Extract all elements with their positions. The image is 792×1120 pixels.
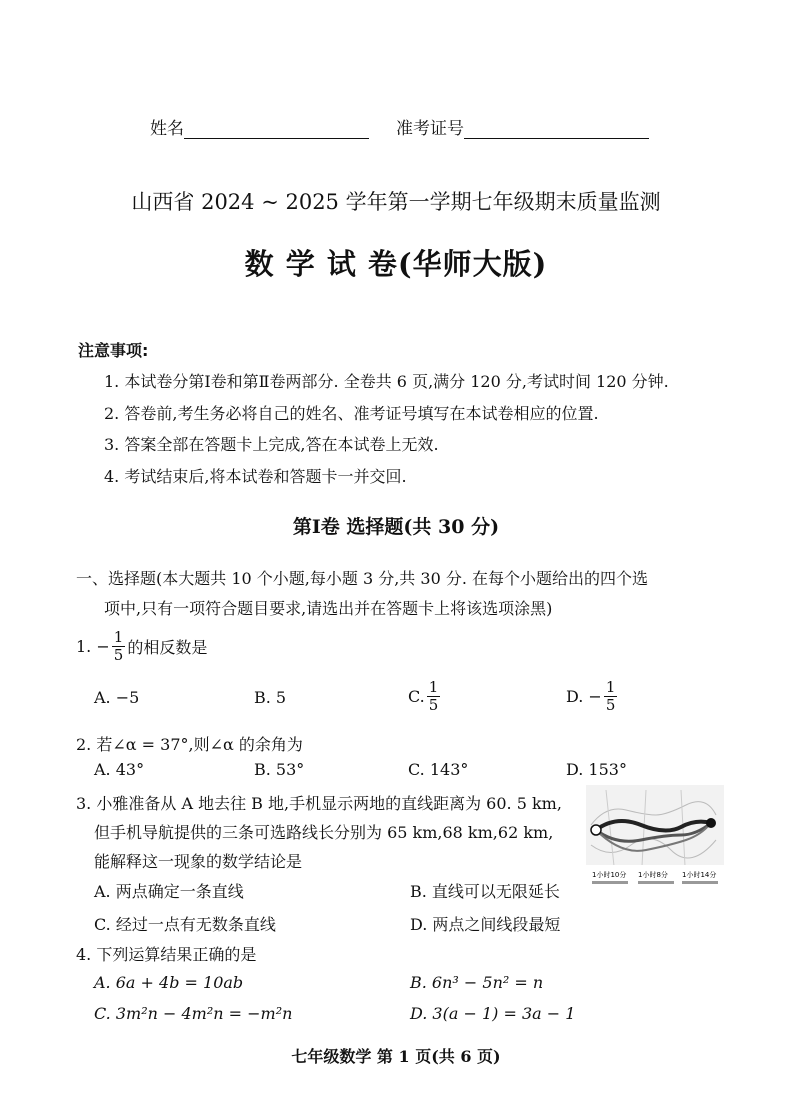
exam-id-label: 准考证号 [396,119,464,139]
q1-text: 的相反数是 [127,638,208,657]
map-label: 1小时10分 [592,871,627,879]
q1-fraction: $\frac{1}{5}$ [113,628,124,664]
part1-instruction-cont: 项中,只有一项符合题目要求,请选出并在答题卡上将该选项涂黑) [104,599,553,618]
question-1-stem [76,630,207,663]
question-2-stem: 2. 若∠α = 37°,则∠α 的余角为 [76,735,303,754]
q2-option-a[interactable]: A. 43° [94,760,145,779]
exam-id-field [396,114,649,139]
q1-option-c[interactable]: C. $\frac{1}{5}$ [408,678,439,714]
map-label: 1小时14分 [682,871,717,879]
q1-number: 1. − [76,637,110,656]
q3-option-d[interactable]: D. 两点之间线段最短 [410,915,561,934]
section-title: 第Ⅰ卷 选择题(共 30 分) [292,516,500,538]
note-item: 4. 考试结束后,将本试卷和答题卡一并交回. [104,467,407,486]
note-item: 3. 答案全部在答题卡上完成,答在本试卷上无效. [104,435,439,454]
part1-instruction: 一、选择题(本大题共 10 个小题,每小题 3 分,共 30 分. 在每个小题给出的四个选 [76,569,649,588]
q4-option-a[interactable]: A. 6a + 4b = 10ab [94,973,244,992]
question-3-line1: 3. 小雅准备从 A 地去往 B 地,手机显示两地的直线距离为 60. 5 km, [76,794,562,813]
q2-option-d[interactable]: D. 153° [566,760,627,779]
route-map-image [586,785,724,895]
q4-option-c[interactable]: C. 3m²n − 4m²n = −m²n [94,1004,293,1023]
name-field [150,114,369,139]
question-4-stem: 4. 下列运算结果正确的是 [76,945,257,964]
note-item: 2. 答卷前,考生务必将自己的姓名、准考证号填写在本试卷相应的位置. [104,404,599,423]
notes-heading: 注意事项: [78,341,149,360]
q2-option-b[interactable]: B. 53° [254,760,305,779]
exam-title: 山西省 2024 ~ 2025 学年第一学期七年级期末质量监测 [131,190,661,214]
name-label: 姓名 [150,119,184,139]
q1-option-b[interactable]: B. 5 [254,688,287,707]
subject-title: 数 学 试 卷(华师大版) [244,247,548,281]
q3-option-a[interactable]: A. 两点确定一条直线 [94,882,244,901]
note-item: 1. 本试卷分第Ⅰ卷和第Ⅱ卷两部分. 全卷共 6 页,满分 120 分,考试时间 120 分钟. [104,372,669,391]
page-footer: 七年级数学 第 1 页(共 6 页) [291,1047,501,1066]
q4-option-d[interactable]: D. 3(a − 1) = 3a − 1 [410,1004,576,1023]
question-3-line2: 但手机导航提供的三条可选路线长分别为 65 km,68 km,62 km, [94,823,554,842]
q1-option-d[interactable]: D. − $\frac{1}{5}$ [566,678,616,714]
map-label: 1小时8分 [638,871,668,879]
question-3-line3: 能解释这一现象的数学结论是 [94,852,303,871]
q3-option-c[interactable]: C. 经过一点有无数条直线 [94,915,276,934]
q4-option-b[interactable]: B. 6n³ − 5n² = n [410,973,544,992]
exam-id-blank[interactable] [464,120,649,139]
name-blank[interactable] [184,120,369,139]
q2-option-c[interactable]: C. 143° [408,760,469,779]
q1-option-a[interactable]: A. −5 [94,688,140,707]
q3-option-b[interactable]: B. 直线可以无限延长 [410,882,560,901]
